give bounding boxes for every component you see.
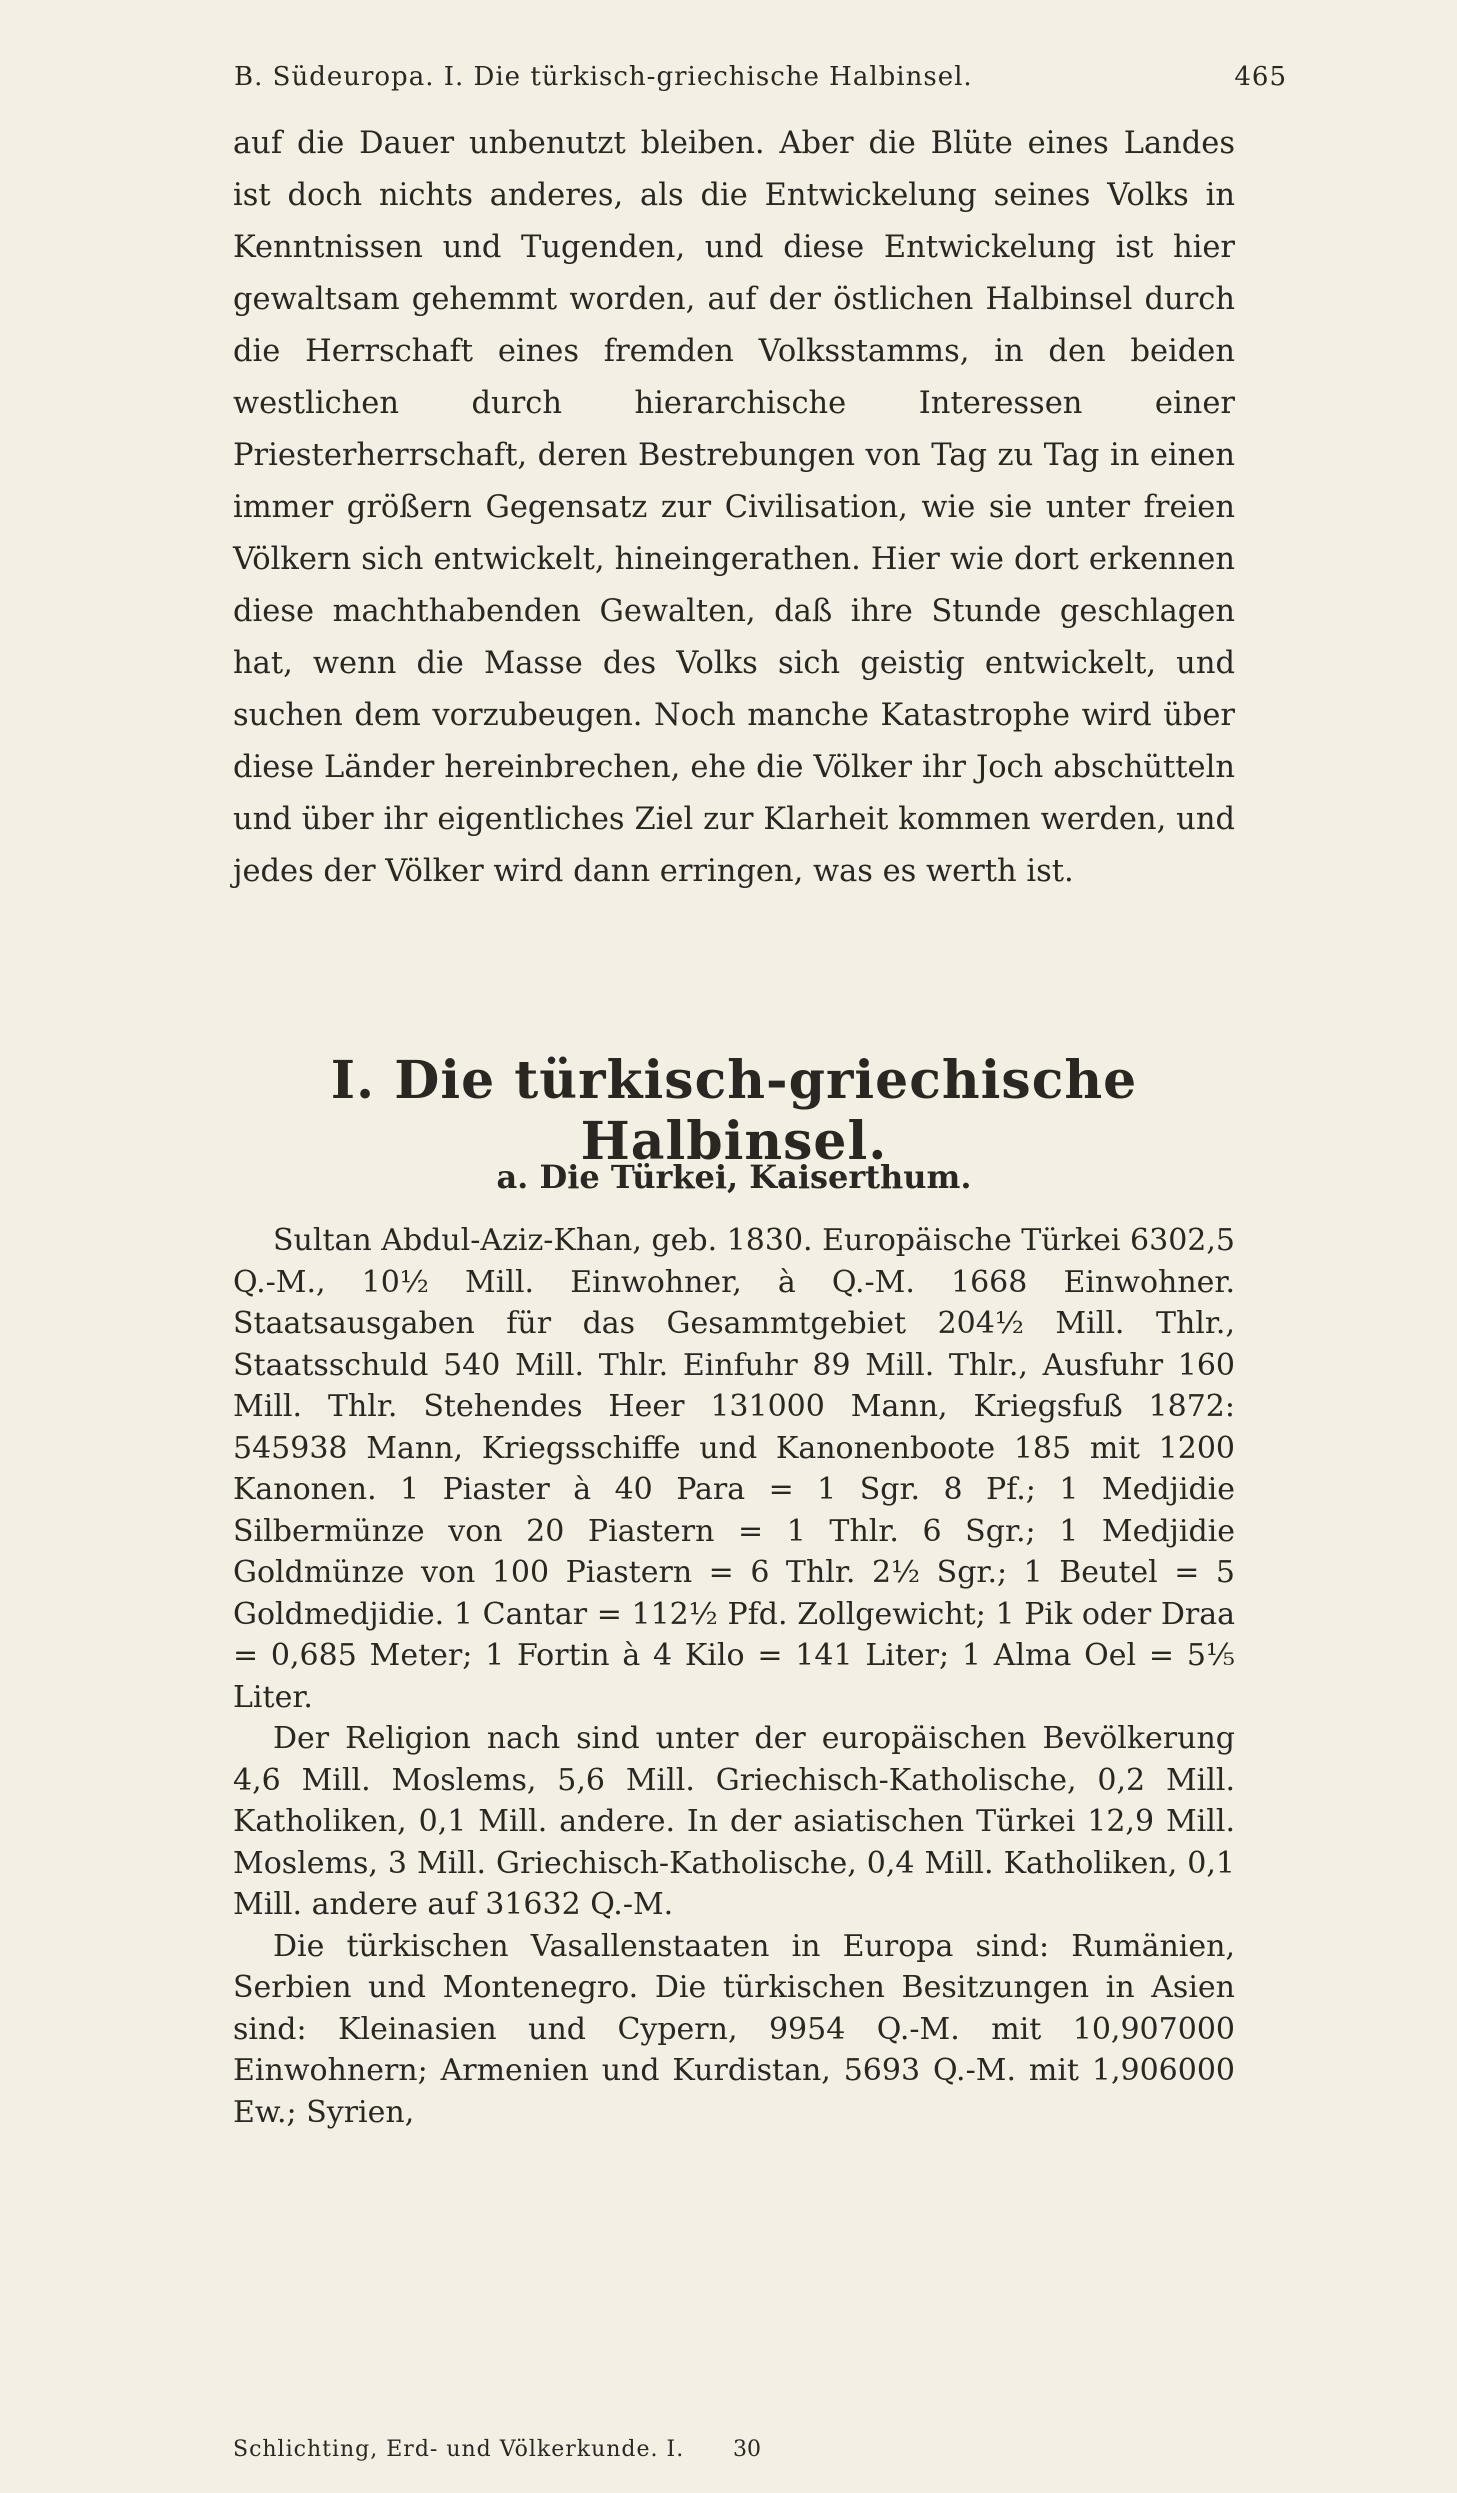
intro-text-block [233, 118, 1235, 898]
body-text-block [233, 1220, 1235, 2133]
chapter-title: I. Die türkisch-griechische Halbinsel. [330, 1050, 1138, 1172]
sheet-number: 30 [733, 2437, 761, 2462]
page-number: 465 [1234, 62, 1287, 92]
body-paragraph-vassal-states: Die türkischen Vasallenstaaten in Europa sind: Rumänien, Serbien und Montenegro. Die türkischen Besitzungen in Asien sind: Kleinasien und Cypern, 9954 Q.-M. mit 10,907000 Einwohnern; Armenien und Kurdistan, 5693 Q.-M. mit 1,906000 Ew.; Syrien, [233, 1928, 1235, 2130]
section-title: a. Die Türkei, Kaiserthum. [496, 1158, 972, 1196]
footer-signature: Schlichting, Erd- und Völkerkunde. I. [233, 2437, 685, 2462]
running-head-title: B. Südeuropa. I. Die türkisch-griechische Halbinsel. [234, 62, 973, 92]
body-paragraph-statistics: Sultan Abdul-Aziz-Khan, geb. 1830. Europäische Türkei 6302,5 Q.-M., 10½ Mill. Einwohner, à Q.-M. 1668 Einwohner. Staatsausgaben für das Gesammtgebiet 204½ Mill. Thlr., Staatsschuld 540 Mill. Thlr. Einfuhr 89 Mill. Thlr., Ausfuhr 160 Mill. Thlr. Stehendes Heer 131000 Mann, Kriegsfuß 1872: 545938 Mann, Kriegsschiffe und Kanonenboote 185 mit 1200 Kanonen. 1 Piaster à 40 Para = 1 Sgr. 8 Pf.; 1 Medjidie Silbermünze von 20 Piastern = 1 Thlr. 6 Sgr.; 1 Medjidie Goldmünze von 100 Piastern = 6 Thlr. 2½ Sgr.; 1 Beutel = 5 Goldmedjidie. 1 Cantar = 112½ Pfd. Zollgewicht; 1 Pik oder Draa = 0,685 Meter; 1 Fortin à 4 Kilo = 141 Liter; 1 Alma Oel = 5⅕ Liter. [233, 1223, 1235, 1715]
intro-paragraph: auf die Dauer unbenutzt bleiben. Aber die Blüte eines Landes ist doch nichts anderes, als die Entwickelung seines Volks in Kenntnissen und Tugenden, und diese Entwickelung ist hier gewaltsam gehemmt worden, auf der östlichen Halbinsel durch die Herrschaft eines fremden Volksstamms, in den beiden westlichen durch hierarchische Interessen einer Priesterherrschaft, deren Bestrebungen von Tag zu Tag in einen immer größern Gegensatz zur Civilisation, wie sie unter freien Völkern sich entwickelt, hineingerathen. Hier wie dort erkennen diese machthabenden Gewalten, daß ihre Stunde geschlagen hat, wenn die Masse des Volks sich geistig entwickelt, und suchen dem vorzubeugen. Noch manche Katastrophe wird über diese Länder hereinbrechen, ehe die Völker ihr Joch abschütteln und über ihr eigentliches Ziel zur Klarheit kommen werden, und jedes der Völker wird dann erringen, was es werth ist. [233, 126, 1235, 889]
body-paragraph-religion: Der Religion nach sind unter der europäischen Bevölkerung 4,6 Mill. Moslems, 5,6 Mill. Griechisch-Katholische, 0,2 Mill. Katholiken, 0,1 Mill. andere. In der asiatischen Türkei 12,9 Mill. Moslems, 3 Mill. Griechisch-Katholische, 0,4 Mill. Katholiken, 0,1 Mill. andere auf 31632 Q.-M. [233, 1721, 1235, 1922]
